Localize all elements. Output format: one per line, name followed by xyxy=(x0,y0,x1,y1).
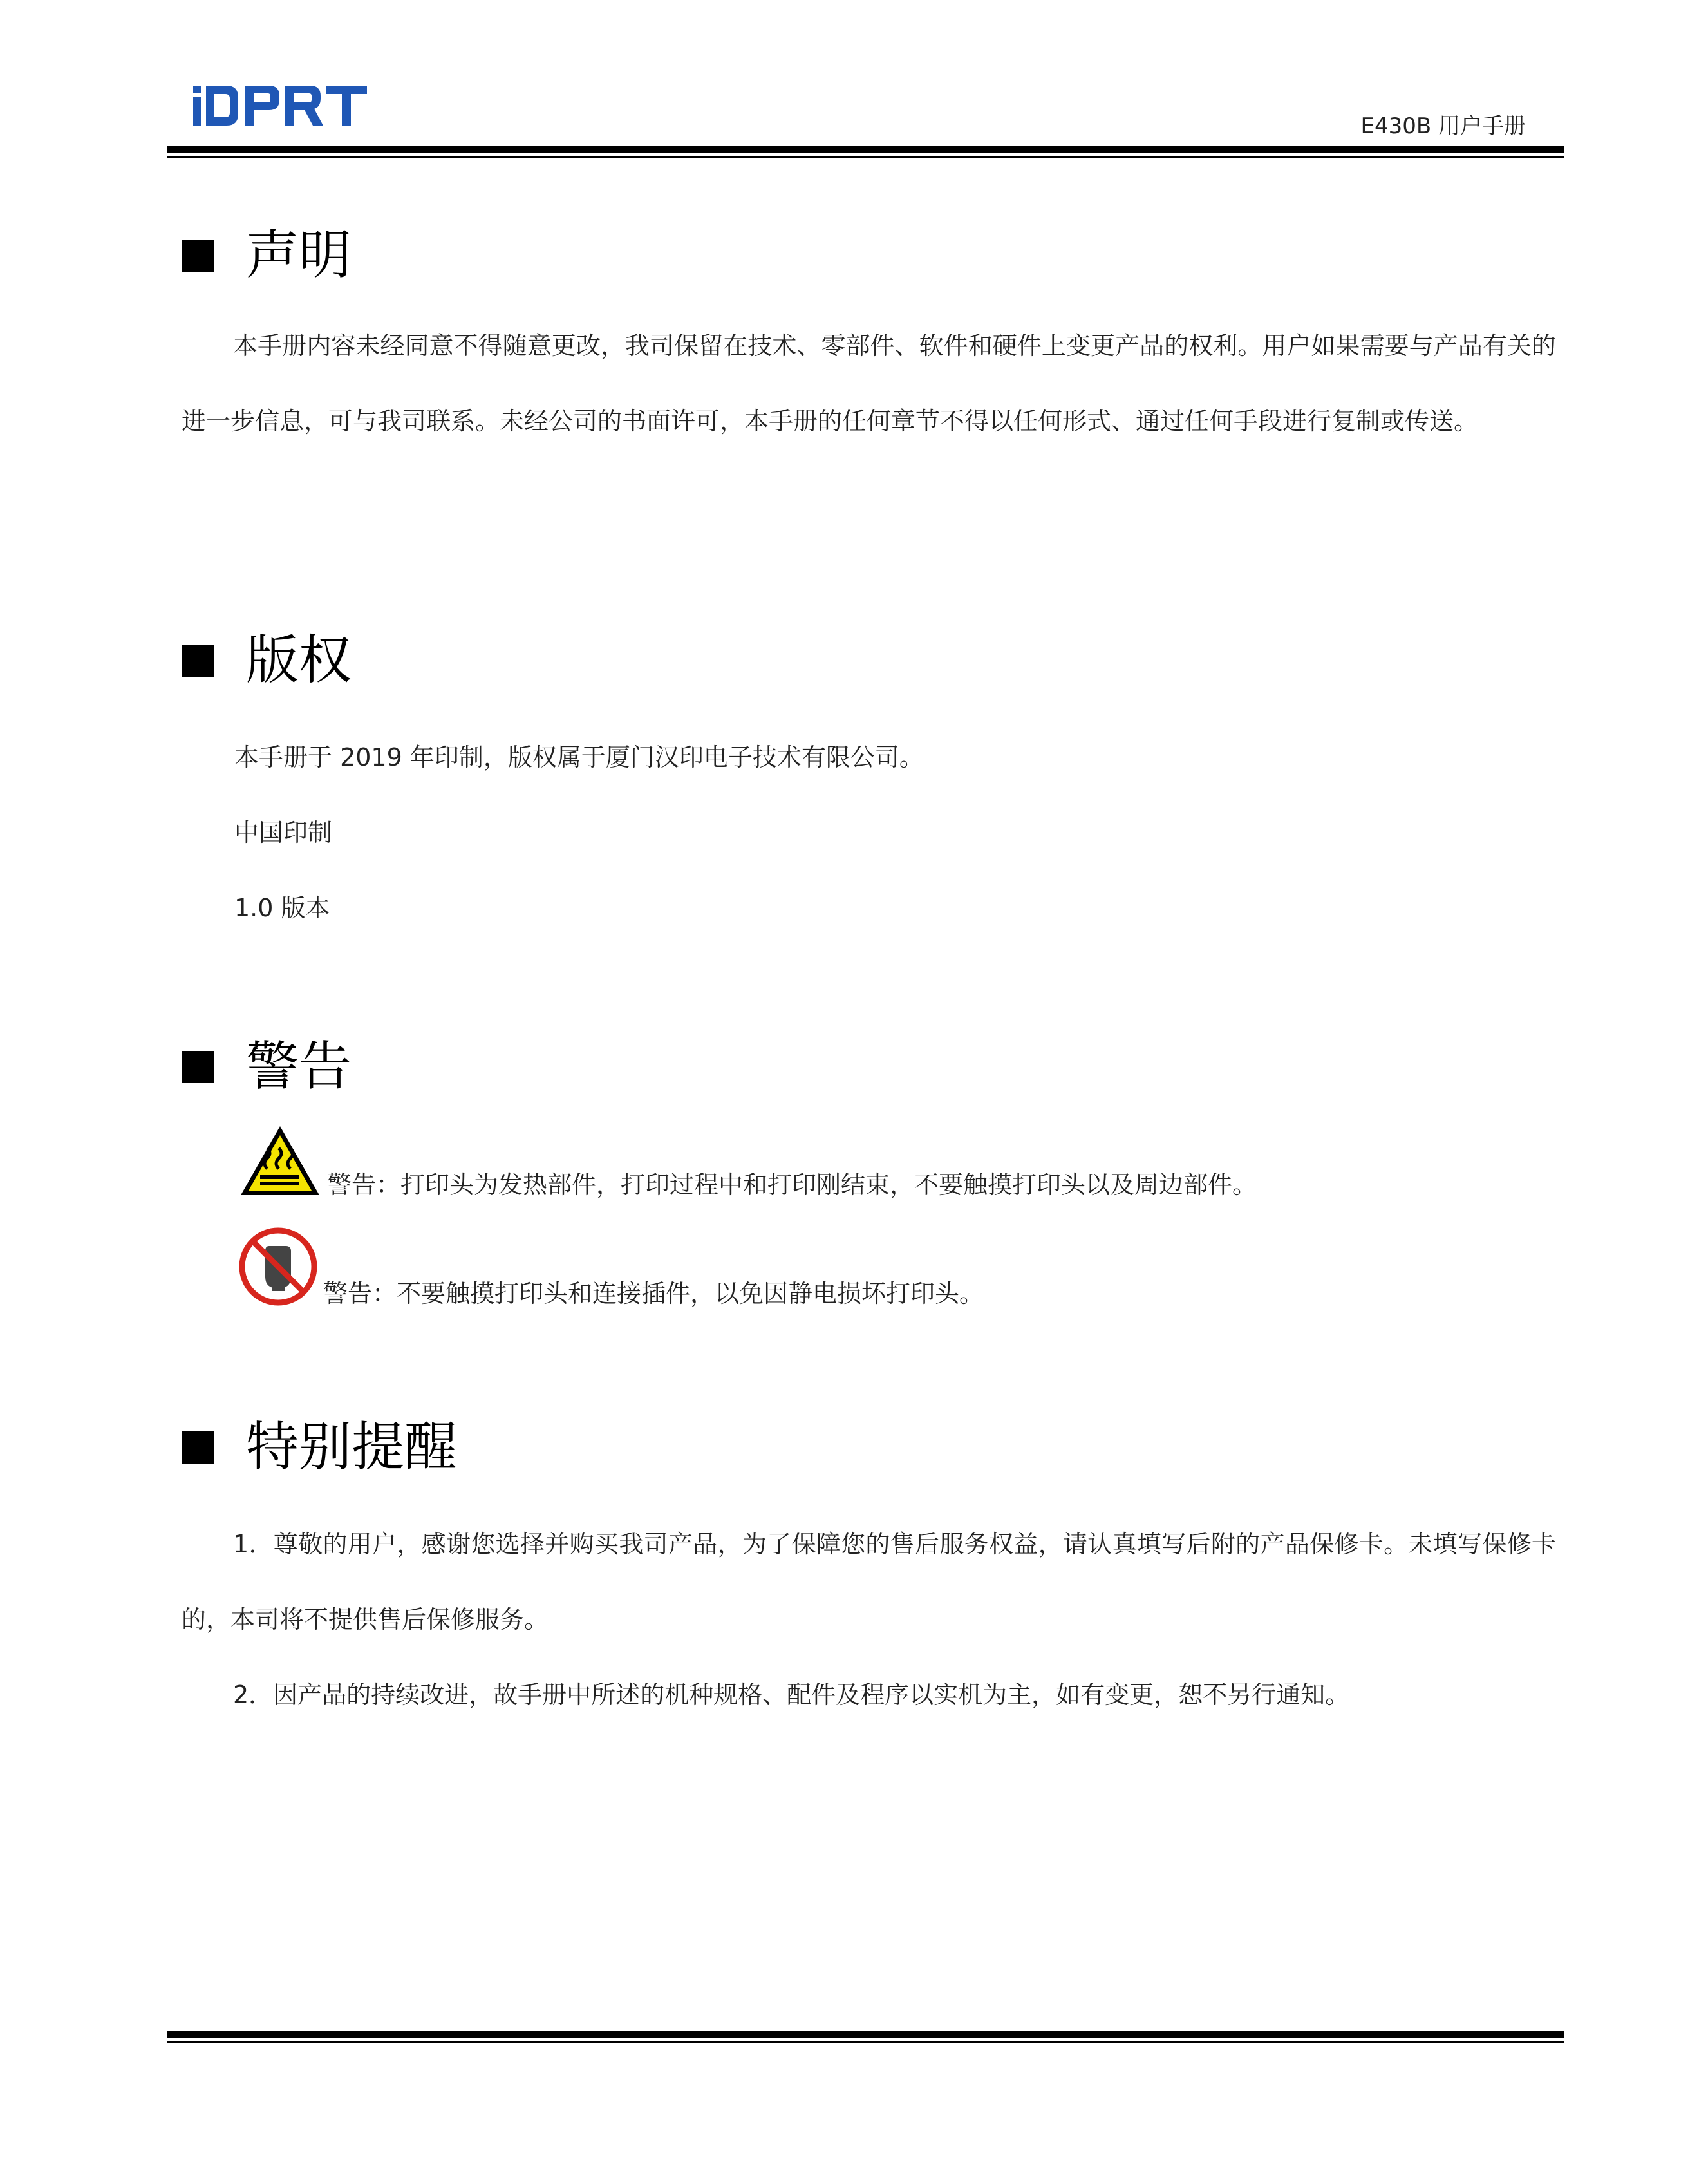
warning-item-hot xyxy=(238,1124,1257,1200)
section-title-copyright: 版权 xyxy=(182,634,352,687)
square-bullet-icon xyxy=(182,240,214,272)
section-title-statement: 声明 xyxy=(182,229,352,282)
warning-item-esd xyxy=(238,1227,984,1309)
footer-rule xyxy=(167,2031,1564,2043)
section-title-warning: 警告 xyxy=(182,1041,352,1093)
square-bullet-icon xyxy=(182,1431,214,1464)
section-title-reminder: 特别提醒 xyxy=(182,1421,457,1474)
company-logo xyxy=(193,86,367,126)
document-title: E430B 用户手册 xyxy=(1360,113,1526,139)
square-bullet-icon xyxy=(182,645,214,677)
reminder-item-1: 1．尊敬的用户，感谢您选择并购买我司产品，为了保障您的售后服务权益，请认真填写后附的产品保修卡。未填写保修卡的，本司将不提供售后保修服务。 xyxy=(182,1530,1556,1634)
version-line: 1.0 版本 xyxy=(234,894,330,922)
reminder-item-2: 2．因产品的持续改进，故手册中所述的机种规格、配件及程序以实机为主，如有变更，恕不另行通知。 xyxy=(233,1681,1350,1709)
copyright-line: 本手册于 2019 年印制，版权属于厦门汉印电子技术有限公司。 xyxy=(234,743,924,771)
square-bullet-icon xyxy=(182,1051,214,1083)
warning-text-hot: 警告：打印头为发热部件，打印过程中和打印刚结束，不要触摸打印头以及周边部件。 xyxy=(327,1171,1257,1200)
warning-text-esd: 警告：不要触摸打印头和连接插件，以免因静电损坏打印头。 xyxy=(323,1279,984,1308)
statement-paragraph: 本手册内容未经同意不得随意更改，我司保留在技术、零部件、软件和硬件上变更产品的权利。用户如果需要与产品有关的进一步信息，可与我司联系。未经公司的书面许可，本手册的任何章节不得以任何形式、通过任何手段进行复制或传送。 xyxy=(182,332,1556,435)
header-rule xyxy=(167,146,1564,158)
hot-surface-warning-icon xyxy=(238,1124,322,1200)
no-touch-prohibition-icon xyxy=(238,1227,318,1309)
print-location-line: 中国印制 xyxy=(234,818,333,847)
